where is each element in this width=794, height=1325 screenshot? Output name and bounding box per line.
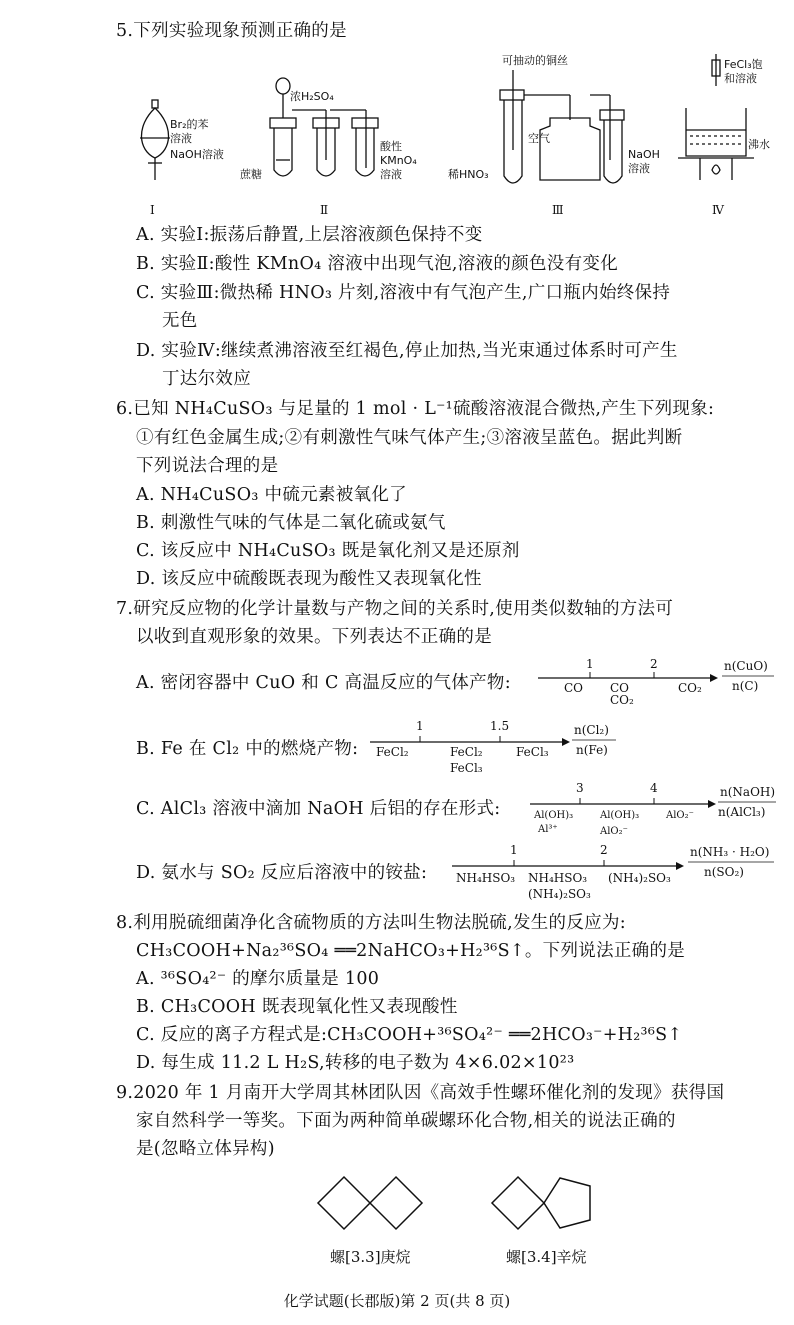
fig-roman-4: Ⅳ	[712, 203, 724, 217]
fig-ii-kmno4-label: KMnO₄	[380, 154, 417, 167]
q7-c-seg2a: Al(OH)₃	[600, 810, 640, 821]
q5-stem: 5.下列实验现象预测正确的是	[116, 21, 347, 41]
q7-d-ratio-num: n(NH₃ · H₂O)	[690, 845, 770, 859]
flask-setup-iii-icon	[500, 70, 624, 183]
q7-b-number-line	[370, 714, 620, 776]
q9-stem-line1: 9.2020 年 1 月南开大学周其林团队因《高效手性螺环催化剂的发现》获得国	[116, 1083, 725, 1103]
q7-a-tick-2: 2	[650, 657, 658, 671]
q7-d-tick-1: 1	[510, 843, 518, 857]
fig-ii-sucrose-label: 蔗糖	[240, 168, 262, 181]
q7-option-d: D. 氨水与 SO₂ 反应后溶液中的铵盐:	[136, 863, 428, 883]
fig-iii-air-label: 空气	[528, 132, 550, 145]
q7-stem-line1: 7.研究反应物的化学计量数与产物之间的关系时,使用类似数轴的方法可	[116, 599, 674, 619]
q7-b-seg2b: FeCl₃	[450, 761, 483, 775]
q7-d-tick-2: 2	[600, 843, 608, 857]
fig-i-sol-label: 溶液	[170, 132, 192, 145]
q9-stem-line3: 是(忽略立体异构)	[136, 1139, 275, 1159]
q7-d-seg2b: (NH₄)₂SO₃	[528, 887, 591, 901]
q6-option-d: D. 该反应中硫酸既表现为酸性又表现氧化性	[136, 569, 482, 589]
q7-c-tick-1: 3	[576, 781, 584, 795]
fig-iii-wire-label: 可抽动的铜丝	[502, 54, 568, 67]
q8-stem-line2: CH₃COOH+Na₂³⁶SO₄ ══2NaHCO₃+H₂³⁶S↑。下列说法正确的是	[136, 941, 686, 961]
q7-c-seg2b: AlO₂⁻	[600, 826, 628, 837]
q6-option-b: B. 刺激性气味的气体是二氧化硫或氨气	[136, 513, 446, 533]
q7-b-tick-1: 1	[416, 719, 424, 733]
q7-c-seg3: AlO₂⁻	[666, 810, 694, 821]
q7-a-tick-1: 1	[586, 657, 594, 671]
q8-option-b: B. CH₃COOH 既表现氧化性又表现酸性	[136, 997, 458, 1017]
q7-c-ratio-den: n(AlCl₃)	[718, 805, 766, 819]
q7-b-tick-2: 1.5	[490, 719, 510, 733]
separatory-funnel-icon	[140, 100, 170, 180]
q5-option-a: A. 实验Ⅰ:振荡后静置,上层溶液颜色保持不变	[136, 225, 483, 245]
spiro-3-3-heptane-structure	[316, 1168, 426, 1238]
fig-i-br-label: Br₂的苯	[170, 118, 209, 131]
q8-option-a: A. ³⁶SO₄²⁻ 的摩尔质量是 100	[136, 969, 380, 989]
q6-stem-line3: 下列说法合理的是	[136, 456, 279, 476]
q6-stem-line2: ①有红色金属生成;②有刺激性气味气体产生;③溶液呈蓝色。据此判断	[136, 428, 683, 448]
q7-a-seg3: CO₂	[678, 681, 702, 695]
q5-option-c-line1: C. 实验Ⅲ:微热稀 HNO₃ 片刻,溶液中有气泡产生,广口瓶内始终保持	[136, 283, 671, 303]
fig-iv-fecl3-label: FeCl₃饱	[724, 58, 763, 71]
fig-roman-1: Ⅰ	[150, 203, 155, 217]
fig-ii-h2so4-label: 浓H₂SO₄	[290, 90, 334, 103]
fig-iii-naoh-label: NaOH	[628, 148, 660, 161]
q7-a-number-line	[538, 652, 778, 704]
fig-roman-2: Ⅱ	[320, 203, 329, 217]
q7-a-seg2a: CO	[610, 681, 630, 695]
q8-option-d: D. 每生成 11.2 L H₂S,转移的电子数为 4×6.02×10²³	[136, 1053, 575, 1073]
fig-iv-sol-label: 和溶液	[724, 72, 757, 85]
page-footer: 化学试题(长郡版)第 2 页(共 8 页)	[283, 1292, 511, 1310]
fig-ii-sol-label: 溶液	[380, 168, 402, 181]
q7-b-ratio-den: n(Fe)	[576, 743, 608, 757]
q7-b-ratio-num: n(Cl₂)	[574, 723, 609, 737]
q7-option-a: A. 密闭容器中 CuO 和 C 高温反应的气体产物:	[136, 673, 511, 693]
fig-iii-hno3-label: 稀HNO₃	[448, 168, 489, 181]
fig-iv-water-label: 沸水	[748, 138, 770, 151]
q7-d-seg2a: NH₄HSO₃	[528, 871, 588, 885]
q7-c-ratio-num: n(NaOH)	[720, 785, 776, 799]
q7-d-number-line	[452, 840, 782, 906]
q7-option-b: B. Fe 在 Cl₂ 中的燃烧产物:	[136, 739, 359, 759]
q7-b-seg1: FeCl₂	[376, 745, 409, 759]
fig-roman-3: Ⅲ	[552, 203, 564, 217]
fig-iii-sol-label: 溶液	[628, 162, 650, 175]
fig-i-naoh-label: NaOH溶液	[170, 148, 224, 161]
q9-stem-line2: 家自然科学一等奖。下面为两种简单碳螺环化合物,相关的说法正确的	[136, 1111, 676, 1131]
q6-option-c: C. 该反应中 NH₄CuSO₃ 既是氧化剂又是还原剂	[136, 541, 520, 561]
q7-d-ratio-den: n(SO₂)	[704, 865, 744, 879]
q5-apparatus-figure	[130, 50, 770, 222]
q8-option-c: C. 反应的离子方程式是:CH₃COOH+³⁶SO₄²⁻ ══2HCO₃⁻+H₂³⁶S↑	[136, 1025, 683, 1045]
q5-option-d-line2: 丁达尔效应	[162, 369, 251, 389]
q7-b-seg3: FeCl₃	[516, 745, 549, 759]
q6-option-a: A. NH₄CuSO₃ 中硫元素被氧化了	[136, 485, 407, 505]
q7-b-seg2a: FeCl₂	[450, 745, 483, 759]
spiro-3-4-octane-structure	[490, 1168, 600, 1238]
q7-c-number-line	[530, 778, 780, 840]
q7-stem-line2: 以收到直观形象的效果。下列表达不正确的是	[136, 627, 492, 647]
q7-a-seg2b: CO₂	[610, 693, 634, 704]
q7-c-tick-2: 4	[650, 781, 658, 795]
q5-option-d-line1: D. 实验Ⅳ:继续煮沸溶液至红褐色,停止加热,当光束通过体系时可产生	[136, 341, 678, 361]
q7-c-seg1a: Al(OH)₃	[534, 810, 574, 821]
fig-ii-acid-label: 酸性	[380, 140, 402, 153]
q7-a-ratio-num: n(CuO)	[724, 659, 768, 673]
spiro-3-3-caption: 螺[3.3]庚烷	[330, 1248, 411, 1266]
q7-c-seg1b: Al³⁺	[538, 824, 558, 835]
q7-a-seg1: CO	[564, 681, 584, 695]
q7-d-seg3: (NH₄)₂SO₃	[608, 871, 671, 885]
q5-option-c-line2: 无色	[162, 311, 198, 331]
q7-a-ratio-den: n(C)	[732, 679, 759, 693]
q7-d-seg1: NH₄HSO₃	[456, 871, 516, 885]
q6-stem-line1: 6.已知 NH₄CuSO₃ 与足量的 1 mol · L⁻¹硫酸溶液混合微热,产生下列现象:	[116, 399, 715, 419]
spiro-3-4-caption: 螺[3.4]辛烷	[506, 1248, 587, 1266]
q8-stem-line1: 8.利用脱硫细菌净化含硫物质的方法叫生物法脱硫,发生的反应为:	[116, 913, 626, 933]
q7-option-c: C. AlCl₃ 溶液中滴加 NaOH 后铝的存在形式:	[136, 799, 501, 819]
q5-option-b: B. 实验Ⅱ:酸性 KMnO₄ 溶液中出现气泡,溶液的颜色没有变化	[136, 254, 618, 274]
